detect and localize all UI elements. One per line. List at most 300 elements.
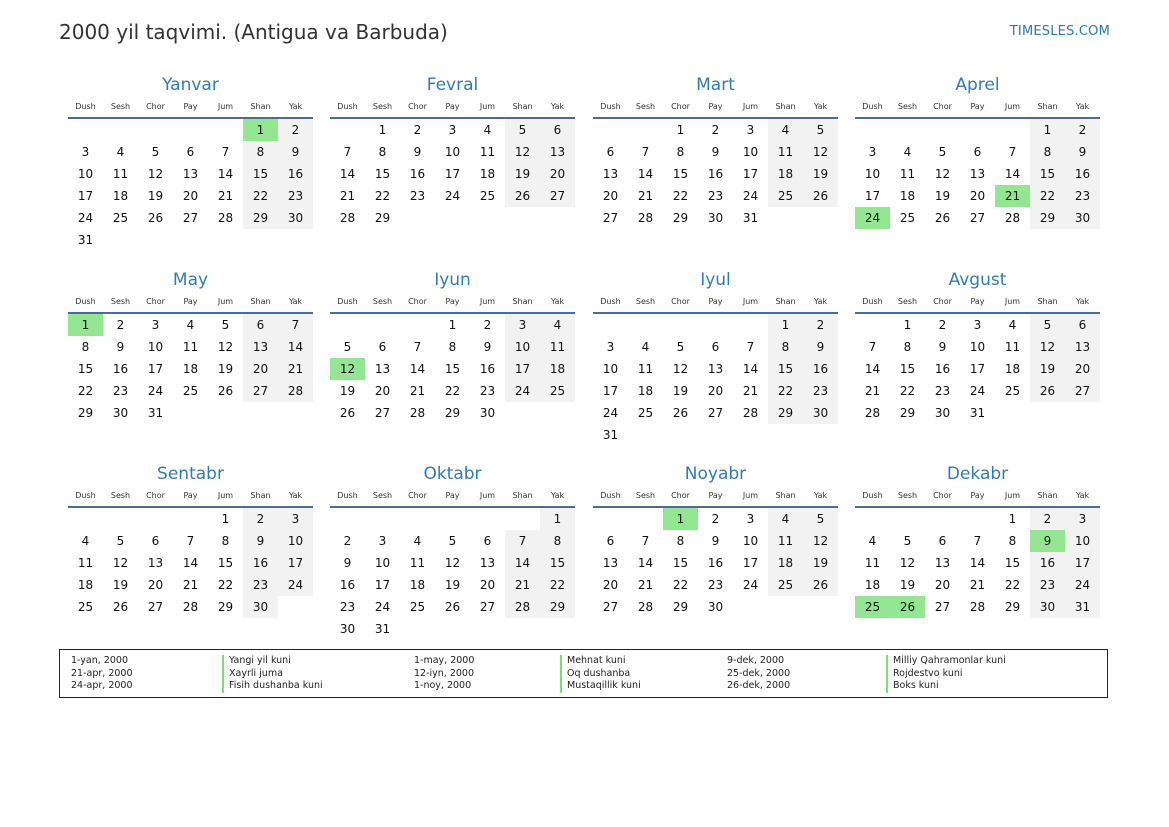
day-cell[interactable]: 29 bbox=[899, 406, 916, 420]
day-cell[interactable]: 19 bbox=[444, 578, 461, 592]
day-cell[interactable]: 3 bbox=[278, 508, 313, 530]
day-cell[interactable]: 23 bbox=[278, 185, 313, 207]
day-cell[interactable]: 9 bbox=[243, 530, 278, 552]
day-cell[interactable]: 12 bbox=[803, 530, 838, 552]
day-cell[interactable]: 28 bbox=[339, 211, 356, 225]
day-cell[interactable]: 15 bbox=[217, 556, 234, 570]
day-cell[interactable]: 10 bbox=[77, 167, 94, 181]
day-cell[interactable]: 19 bbox=[505, 163, 540, 185]
day-cell[interactable]: 21 bbox=[505, 574, 540, 596]
day-cell[interactable]: 26 bbox=[505, 185, 540, 207]
day-cell[interactable]: 23 bbox=[243, 574, 278, 596]
day-cell[interactable]: 11 bbox=[540, 336, 575, 358]
day-cell[interactable]: 27 bbox=[479, 600, 496, 614]
day-cell[interactable]: 16 bbox=[278, 163, 313, 185]
day-cell[interactable]: 27 bbox=[602, 600, 619, 614]
day-cell[interactable]: 15 bbox=[444, 362, 461, 376]
day-cell[interactable]: 8 bbox=[768, 336, 803, 358]
day-cell[interactable]: 30 bbox=[278, 207, 313, 229]
day-cell[interactable]: 13 bbox=[479, 556, 496, 570]
day-cell[interactable]: 9 bbox=[343, 556, 352, 570]
day-cell[interactable]: 15 bbox=[672, 556, 689, 570]
day-cell[interactable]: 13 bbox=[147, 556, 164, 570]
day-cell[interactable]: 5 bbox=[803, 119, 838, 141]
day-cell[interactable]: 26 bbox=[934, 211, 951, 225]
day-cell[interactable]: 14 bbox=[969, 556, 986, 570]
day-cell[interactable]: 9 bbox=[278, 141, 313, 163]
day-cell[interactable]: 30 bbox=[803, 402, 838, 424]
day-cell[interactable]: 29 bbox=[444, 406, 461, 420]
day-cell[interactable]: 2 bbox=[1065, 119, 1100, 141]
day-cell[interactable]: 12 bbox=[672, 362, 689, 376]
day-cell[interactable]: 11 bbox=[768, 530, 803, 552]
day-cell[interactable]: 20 bbox=[934, 578, 951, 592]
day-cell[interactable]: 27 bbox=[147, 600, 164, 614]
day-cell[interactable]: 15 bbox=[1004, 556, 1021, 570]
day-cell[interactable]: 23 bbox=[339, 600, 356, 614]
day-cell[interactable]: 12 bbox=[1030, 336, 1065, 358]
day-cell[interactable]: 18 bbox=[479, 167, 496, 181]
day-cell[interactable]: 30 bbox=[1065, 207, 1100, 229]
day-cell[interactable]: 31 bbox=[374, 622, 391, 636]
day-cell[interactable]: 17 bbox=[374, 578, 391, 592]
day-cell[interactable]: 2 bbox=[343, 534, 352, 548]
day-cell[interactable]: 20 bbox=[479, 578, 496, 592]
day-cell[interactable]: 11 bbox=[479, 145, 496, 159]
day-cell[interactable]: 10 bbox=[147, 340, 164, 354]
day-cell[interactable]: 22 bbox=[217, 578, 234, 592]
day-cell[interactable]: 24 bbox=[505, 380, 540, 402]
day-cell[interactable]: 7 bbox=[186, 534, 195, 548]
day-cell[interactable]: 10 bbox=[742, 145, 759, 159]
day-cell[interactable]: 18 bbox=[637, 384, 654, 398]
day-cell[interactable]: 15 bbox=[77, 362, 94, 376]
day-cell[interactable]: 16 bbox=[479, 362, 496, 376]
day-cell[interactable]: 3 bbox=[505, 314, 540, 336]
day-cell[interactable]: 7 bbox=[973, 534, 982, 548]
day-cell[interactable]: 25 bbox=[768, 574, 803, 596]
day-cell[interactable]: 25 bbox=[409, 600, 426, 614]
day-cell[interactable]: 14 bbox=[182, 556, 199, 570]
day-cell[interactable]: 6 bbox=[186, 145, 195, 159]
day-cell[interactable]: 29 bbox=[672, 600, 689, 614]
day-cell[interactable]: 19 bbox=[339, 384, 356, 398]
day-cell[interactable]: 4 bbox=[768, 119, 803, 141]
day-cell[interactable]: 14 bbox=[339, 167, 356, 181]
day-cell[interactable]: 28 bbox=[1004, 211, 1021, 225]
day-cell[interactable]: 18 bbox=[768, 163, 803, 185]
day-cell[interactable]: 20 bbox=[707, 384, 724, 398]
day-cell[interactable]: 4 bbox=[868, 534, 877, 548]
day-cell[interactable]: 8 bbox=[676, 145, 685, 159]
day-cell[interactable]: 23 bbox=[934, 384, 951, 398]
day-cell[interactable]: 12 bbox=[217, 340, 234, 354]
day-cell[interactable]: 18 bbox=[899, 189, 916, 203]
day-cell[interactable]: 13 bbox=[243, 336, 278, 358]
day-cell[interactable]: 18 bbox=[864, 578, 881, 592]
day-cell[interactable]: 9 bbox=[413, 145, 422, 159]
day-cell[interactable]: 3 bbox=[378, 534, 387, 548]
day-cell[interactable]: 2 bbox=[413, 123, 422, 137]
day-cell[interactable]: 11 bbox=[112, 167, 129, 181]
day-cell[interactable]: 24 bbox=[147, 384, 164, 398]
day-cell[interactable]: 7 bbox=[278, 314, 313, 336]
day-cell[interactable]: 23 bbox=[112, 384, 129, 398]
day-cell[interactable]: 12 bbox=[505, 141, 540, 163]
day-cell[interactable]: 21 bbox=[217, 189, 234, 203]
day-cell[interactable]: 1 bbox=[378, 123, 387, 137]
day-cell[interactable]: 10 bbox=[278, 530, 313, 552]
day-cell[interactable]: 19 bbox=[934, 189, 951, 203]
day-cell[interactable]: 14 bbox=[637, 167, 654, 181]
day-cell[interactable]: 3 bbox=[81, 145, 90, 159]
day-cell[interactable]: 25 bbox=[1004, 384, 1021, 398]
day-cell[interactable]: 1 bbox=[1030, 119, 1065, 141]
holiday-day-cell[interactable]: 24 bbox=[855, 207, 890, 229]
day-cell[interactable]: 2 bbox=[116, 318, 125, 332]
day-cell[interactable]: 25 bbox=[899, 211, 916, 225]
day-cell[interactable]: 14 bbox=[1004, 167, 1021, 181]
day-cell[interactable]: 8 bbox=[903, 340, 912, 354]
day-cell[interactable]: 24 bbox=[1065, 574, 1100, 596]
day-cell[interactable]: 13 bbox=[707, 362, 724, 376]
day-cell[interactable]: 16 bbox=[409, 167, 426, 181]
day-cell[interactable]: 30 bbox=[934, 406, 951, 420]
day-cell[interactable]: 23 bbox=[1030, 574, 1065, 596]
day-cell[interactable]: 5 bbox=[151, 145, 160, 159]
day-cell[interactable]: 16 bbox=[707, 167, 724, 181]
day-cell[interactable]: 20 bbox=[602, 189, 619, 203]
day-cell[interactable]: 4 bbox=[641, 340, 650, 354]
day-cell[interactable]: 25 bbox=[768, 185, 803, 207]
day-cell[interactable]: 29 bbox=[1030, 207, 1065, 229]
day-cell[interactable]: 21 bbox=[969, 578, 986, 592]
day-cell[interactable]: 8 bbox=[676, 534, 685, 548]
day-cell[interactable]: 16 bbox=[707, 556, 724, 570]
day-cell[interactable]: 19 bbox=[1030, 358, 1065, 380]
day-cell[interactable]: 11 bbox=[637, 362, 654, 376]
day-cell[interactable]: 17 bbox=[444, 167, 461, 181]
day-cell[interactable]: 20 bbox=[243, 358, 278, 380]
day-cell[interactable]: 9 bbox=[116, 340, 125, 354]
day-cell[interactable]: 29 bbox=[374, 211, 391, 225]
holiday-day-cell[interactable]: 12 bbox=[330, 358, 365, 380]
holiday-day-cell[interactable]: 9 bbox=[1030, 530, 1065, 552]
day-cell[interactable]: 4 bbox=[186, 318, 195, 332]
day-cell[interactable]: 3 bbox=[746, 123, 755, 137]
day-cell[interactable]: 12 bbox=[444, 556, 461, 570]
day-cell[interactable]: 29 bbox=[77, 406, 94, 420]
day-cell[interactable]: 27 bbox=[602, 211, 619, 225]
day-cell[interactable]: 28 bbox=[864, 406, 881, 420]
day-cell[interactable]: 18 bbox=[1004, 362, 1021, 376]
day-cell[interactable]: 26 bbox=[1030, 380, 1065, 402]
day-cell[interactable]: 7 bbox=[505, 530, 540, 552]
day-cell[interactable]: 22 bbox=[540, 574, 575, 596]
day-cell[interactable]: 1 bbox=[1008, 512, 1017, 526]
day-cell[interactable]: 27 bbox=[540, 185, 575, 207]
day-cell[interactable]: 6 bbox=[483, 534, 492, 548]
day-cell[interactable]: 4 bbox=[540, 314, 575, 336]
day-cell[interactable]: 17 bbox=[742, 167, 759, 181]
day-cell[interactable]: 5 bbox=[116, 534, 125, 548]
day-cell[interactable]: 4 bbox=[903, 145, 912, 159]
day-cell[interactable]: 8 bbox=[81, 340, 90, 354]
day-cell[interactable]: 30 bbox=[243, 596, 278, 618]
day-cell[interactable]: 15 bbox=[899, 362, 916, 376]
day-cell[interactable]: 13 bbox=[374, 362, 391, 376]
day-cell[interactable]: 2 bbox=[278, 119, 313, 141]
day-cell[interactable]: 21 bbox=[637, 189, 654, 203]
holiday-day-cell[interactable]: 26 bbox=[890, 596, 925, 618]
day-cell[interactable]: 21 bbox=[742, 384, 759, 398]
day-cell[interactable]: 15 bbox=[243, 163, 278, 185]
day-cell[interactable]: 7 bbox=[1008, 145, 1017, 159]
day-cell[interactable]: 17 bbox=[147, 362, 164, 376]
day-cell[interactable]: 18 bbox=[112, 189, 129, 203]
day-cell[interactable]: 25 bbox=[112, 211, 129, 225]
day-cell[interactable]: 28 bbox=[217, 211, 234, 225]
day-cell[interactable]: 6 bbox=[151, 534, 160, 548]
day-cell[interactable]: 3 bbox=[746, 512, 755, 526]
day-cell[interactable]: 26 bbox=[112, 600, 129, 614]
day-cell[interactable]: 20 bbox=[1065, 358, 1100, 380]
day-cell[interactable]: 14 bbox=[637, 556, 654, 570]
day-cell[interactable]: 12 bbox=[112, 556, 129, 570]
day-cell[interactable]: 7 bbox=[641, 534, 650, 548]
day-cell[interactable]: 6 bbox=[243, 314, 278, 336]
day-cell[interactable]: 21 bbox=[864, 384, 881, 398]
day-cell[interactable]: 14 bbox=[409, 362, 426, 376]
day-cell[interactable]: 27 bbox=[707, 406, 724, 420]
day-cell[interactable]: 7 bbox=[343, 145, 352, 159]
day-cell[interactable]: 14 bbox=[217, 167, 234, 181]
day-cell[interactable]: 12 bbox=[934, 167, 951, 181]
day-cell[interactable]: 13 bbox=[182, 167, 199, 181]
day-cell[interactable]: 22 bbox=[768, 380, 803, 402]
day-cell[interactable]: 24 bbox=[374, 600, 391, 614]
day-cell[interactable]: 14 bbox=[505, 552, 540, 574]
holiday-day-cell[interactable]: 1 bbox=[68, 314, 103, 336]
day-cell[interactable]: 11 bbox=[409, 556, 426, 570]
day-cell[interactable]: 19 bbox=[803, 163, 838, 185]
day-cell[interactable]: 5 bbox=[343, 340, 352, 354]
day-cell[interactable]: 3 bbox=[151, 318, 160, 332]
day-cell[interactable]: 6 bbox=[711, 340, 720, 354]
day-cell[interactable]: 12 bbox=[899, 556, 916, 570]
day-cell[interactable]: 1 bbox=[676, 123, 685, 137]
day-cell[interactable]: 30 bbox=[1030, 596, 1065, 618]
day-cell[interactable]: 3 bbox=[973, 318, 982, 332]
day-cell[interactable]: 4 bbox=[116, 145, 125, 159]
day-cell[interactable]: 16 bbox=[112, 362, 129, 376]
day-cell[interactable]: 24 bbox=[77, 211, 94, 225]
day-cell[interactable]: 8 bbox=[540, 530, 575, 552]
day-cell[interactable]: 17 bbox=[602, 384, 619, 398]
day-cell[interactable]: 24 bbox=[602, 406, 619, 420]
day-cell[interactable]: 14 bbox=[864, 362, 881, 376]
day-cell[interactable]: 22 bbox=[672, 578, 689, 592]
day-cell[interactable]: 28 bbox=[278, 380, 313, 402]
day-cell[interactable]: 10 bbox=[1065, 530, 1100, 552]
day-cell[interactable]: 1 bbox=[903, 318, 912, 332]
day-cell[interactable]: 21 bbox=[409, 384, 426, 398]
day-cell[interactable]: 7 bbox=[746, 340, 755, 354]
day-cell[interactable]: 18 bbox=[77, 578, 94, 592]
day-cell[interactable]: 6 bbox=[378, 340, 387, 354]
day-cell[interactable]: 20 bbox=[374, 384, 391, 398]
day-cell[interactable]: 7 bbox=[221, 145, 230, 159]
day-cell[interactable]: 10 bbox=[444, 145, 461, 159]
day-cell[interactable]: 23 bbox=[707, 578, 724, 592]
day-cell[interactable]: 20 bbox=[540, 163, 575, 185]
day-cell[interactable]: 2 bbox=[711, 123, 720, 137]
day-cell[interactable]: 31 bbox=[742, 211, 759, 225]
day-cell[interactable]: 5 bbox=[938, 145, 947, 159]
day-cell[interactable]: 18 bbox=[768, 552, 803, 574]
day-cell[interactable]: 6 bbox=[1065, 314, 1100, 336]
day-cell[interactable]: 16 bbox=[934, 362, 951, 376]
day-cell[interactable]: 23 bbox=[409, 189, 426, 203]
day-cell[interactable]: 27 bbox=[182, 211, 199, 225]
day-cell[interactable]: 5 bbox=[903, 534, 912, 548]
day-cell[interactable]: 3 bbox=[448, 123, 457, 137]
day-cell[interactable]: 29 bbox=[672, 211, 689, 225]
day-cell[interactable]: 11 bbox=[1004, 340, 1021, 354]
day-cell[interactable]: 16 bbox=[1030, 552, 1065, 574]
day-cell[interactable]: 5 bbox=[448, 534, 457, 548]
day-cell[interactable]: 8 bbox=[1030, 141, 1065, 163]
day-cell[interactable]: 16 bbox=[243, 552, 278, 574]
day-cell[interactable]: 4 bbox=[81, 534, 90, 548]
day-cell[interactable]: 13 bbox=[969, 167, 986, 181]
day-cell[interactable]: 23 bbox=[479, 384, 496, 398]
day-cell[interactable]: 11 bbox=[864, 556, 881, 570]
day-cell[interactable]: 31 bbox=[969, 406, 986, 420]
holiday-day-cell[interactable]: 25 bbox=[855, 596, 890, 618]
day-cell[interactable]: 8 bbox=[243, 141, 278, 163]
day-cell[interactable]: 15 bbox=[672, 167, 689, 181]
day-cell[interactable]: 21 bbox=[637, 578, 654, 592]
day-cell[interactable]: 20 bbox=[969, 189, 986, 203]
day-cell[interactable]: 9 bbox=[711, 534, 720, 548]
day-cell[interactable]: 22 bbox=[243, 185, 278, 207]
day-cell[interactable]: 5 bbox=[505, 119, 540, 141]
holiday-day-cell[interactable]: 1 bbox=[243, 119, 278, 141]
day-cell[interactable]: 31 bbox=[147, 406, 164, 420]
day-cell[interactable]: 10 bbox=[864, 167, 881, 181]
day-cell[interactable]: 20 bbox=[182, 189, 199, 203]
day-cell[interactable]: 20 bbox=[602, 578, 619, 592]
day-cell[interactable]: 26 bbox=[803, 574, 838, 596]
day-cell[interactable]: 19 bbox=[147, 189, 164, 203]
day-cell[interactable]: 29 bbox=[217, 600, 234, 614]
day-cell[interactable]: 26 bbox=[803, 185, 838, 207]
day-cell[interactable]: 22 bbox=[899, 384, 916, 398]
day-cell[interactable]: 22 bbox=[672, 189, 689, 203]
day-cell[interactable]: 16 bbox=[339, 578, 356, 592]
day-cell[interactable]: 13 bbox=[602, 167, 619, 181]
day-cell[interactable]: 6 bbox=[973, 145, 982, 159]
day-cell[interactable]: 10 bbox=[742, 534, 759, 548]
day-cell[interactable]: 10 bbox=[969, 340, 986, 354]
day-cell[interactable]: 5 bbox=[1030, 314, 1065, 336]
day-cell[interactable]: 19 bbox=[217, 362, 234, 376]
day-cell[interactable]: 25 bbox=[77, 600, 94, 614]
day-cell[interactable]: 17 bbox=[77, 189, 94, 203]
day-cell[interactable]: 20 bbox=[147, 578, 164, 592]
day-cell[interactable]: 3 bbox=[606, 340, 615, 354]
day-cell[interactable]: 4 bbox=[413, 534, 422, 548]
day-cell[interactable]: 24 bbox=[444, 189, 461, 203]
day-cell[interactable]: 8 bbox=[221, 534, 230, 548]
day-cell[interactable]: 23 bbox=[1065, 185, 1100, 207]
day-cell[interactable]: 16 bbox=[803, 358, 838, 380]
day-cell[interactable]: 26 bbox=[217, 384, 234, 398]
day-cell[interactable]: 31 bbox=[77, 233, 94, 247]
day-cell[interactable]: 29 bbox=[1004, 600, 1021, 614]
day-cell[interactable]: 18 bbox=[409, 578, 426, 592]
day-cell[interactable]: 28 bbox=[637, 211, 654, 225]
day-cell[interactable]: 6 bbox=[938, 534, 947, 548]
day-cell[interactable]: 27 bbox=[243, 380, 278, 402]
day-cell[interactable]: 6 bbox=[606, 534, 615, 548]
day-cell[interactable]: 15 bbox=[768, 358, 803, 380]
day-cell[interactable]: 2 bbox=[938, 318, 947, 332]
day-cell[interactable]: 6 bbox=[540, 119, 575, 141]
day-cell[interactable]: 31 bbox=[602, 428, 619, 442]
day-cell[interactable]: 10 bbox=[505, 336, 540, 358]
day-cell[interactable]: 28 bbox=[182, 600, 199, 614]
day-cell[interactable]: 15 bbox=[374, 167, 391, 181]
day-cell[interactable]: 19 bbox=[112, 578, 129, 592]
day-cell[interactable]: 18 bbox=[182, 362, 199, 376]
day-cell[interactable]: 2 bbox=[711, 512, 720, 526]
day-cell[interactable]: 23 bbox=[707, 189, 724, 203]
day-cell[interactable]: 4 bbox=[1008, 318, 1017, 332]
day-cell[interactable]: 24 bbox=[278, 574, 313, 596]
day-cell[interactable]: 4 bbox=[768, 508, 803, 530]
day-cell[interactable]: 5 bbox=[221, 318, 230, 332]
day-cell[interactable]: 12 bbox=[803, 141, 838, 163]
day-cell[interactable]: 5 bbox=[676, 340, 685, 354]
day-cell[interactable]: 22 bbox=[1004, 578, 1021, 592]
day-cell[interactable]: 7 bbox=[641, 145, 650, 159]
day-cell[interactable]: 7 bbox=[868, 340, 877, 354]
day-cell[interactable]: 30 bbox=[479, 406, 496, 420]
day-cell[interactable]: 26 bbox=[339, 406, 356, 420]
day-cell[interactable]: 22 bbox=[77, 384, 94, 398]
day-cell[interactable]: 13 bbox=[602, 556, 619, 570]
day-cell[interactable]: 25 bbox=[540, 380, 575, 402]
day-cell[interactable]: 28 bbox=[969, 600, 986, 614]
day-cell[interactable]: 11 bbox=[182, 340, 199, 354]
day-cell[interactable]: 22 bbox=[374, 189, 391, 203]
day-cell[interactable]: 9 bbox=[938, 340, 947, 354]
day-cell[interactable]: 13 bbox=[934, 556, 951, 570]
day-cell[interactable]: 29 bbox=[243, 207, 278, 229]
holiday-day-cell[interactable]: 21 bbox=[995, 185, 1030, 207]
day-cell[interactable]: 13 bbox=[540, 141, 575, 163]
day-cell[interactable]: 16 bbox=[1065, 163, 1100, 185]
day-cell[interactable]: 28 bbox=[505, 596, 540, 618]
day-cell[interactable]: 2 bbox=[803, 314, 838, 336]
day-cell[interactable]: 26 bbox=[444, 600, 461, 614]
day-cell[interactable]: 11 bbox=[77, 556, 94, 570]
day-cell[interactable]: 19 bbox=[803, 552, 838, 574]
day-cell[interactable]: 9 bbox=[711, 145, 720, 159]
day-cell[interactable]: 17 bbox=[742, 556, 759, 570]
